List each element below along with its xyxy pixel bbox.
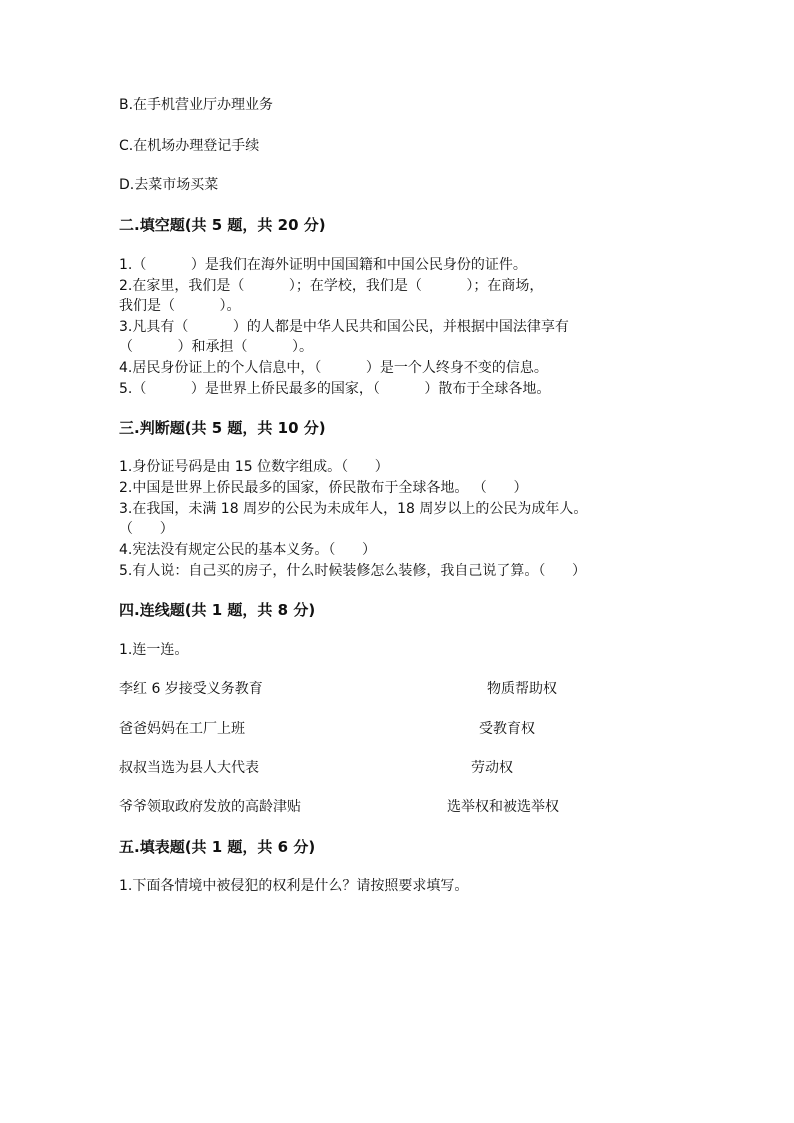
fill-blank-heading: 二.填空题(共 5 题，共 20 分) (119, 216, 326, 234)
matching-left-item: 爷爷领取政府发放的高龄津贴 (119, 799, 301, 815)
matching-left-item: 叔叔当选为县人大代表 (119, 760, 259, 776)
matching-left-item: 李红 6 岁接受义务教育 (119, 681, 263, 697)
matching-left-item: 爸爸妈妈在工厂上班 (119, 721, 245, 737)
option-c: C.在机场办理登记手续 (119, 138, 260, 154)
fill-blank-line: （ ）和承担（ ）。 (119, 339, 314, 355)
matching-prompt: 1.连一连。 (119, 642, 189, 658)
judge-line: 1.身份证号码是由 15 位数字组成。（ ） (119, 459, 389, 475)
judge-line: （ ） (119, 521, 174, 537)
table-fill-question: 1.下面各情境中被侵犯的权利是什么？请按照要求填写。 (119, 878, 469, 894)
judge-heading: 三.判断题(共 5 题，共 10 分) (119, 419, 326, 437)
fill-blank-line: 1.（ ）是我们在海外证明中国国籍和中国公民身份的证件。 (119, 257, 527, 273)
fill-blank-line: 我们是（ ）。 (119, 298, 241, 314)
matching-right-item: 物质帮助权 (487, 681, 557, 697)
fill-blank-line: 2.在家里，我们是（ ）；在学校，我们是（ ）；在商场， (119, 278, 544, 294)
fill-blank-line: 3.凡具有（ ）的人都是中华人民共和国公民，并根据中国法律享有 (119, 319, 569, 335)
judge-line: 3.在我国，未满 18 周岁的公民为未成年人，18 周岁以上的公民为成年人。 (119, 501, 588, 517)
table-fill-heading: 五.填表题(共 1 题，共 6 分) (119, 838, 316, 856)
matching-heading: 四.连线题(共 1 题，共 8 分) (119, 601, 316, 619)
judge-line: 2.中国是世界上侨民最多的国家，侨民散布于全球各地。 （ ） (119, 480, 528, 496)
option-b: B.在手机营业厅办理业务 (119, 97, 274, 113)
option-d: D.去菜市场买菜 (119, 177, 219, 193)
matching-right-item: 受教育权 (479, 721, 535, 737)
matching-right-item: 选举权和被选举权 (447, 799, 559, 815)
fill-blank-line: 4.居民身份证上的个人信息中，（ ）是一个人终身不变的信息。 (119, 360, 548, 376)
matching-right-item: 劳动权 (471, 760, 513, 776)
fill-blank-line: 5.（ ）是世界上侨民最多的国家，（ ）散布于全球各地。 (119, 381, 551, 397)
judge-line: 5.有人说：自己买的房子，什么时候装修怎么装修，我自己说了算。（ ） (119, 563, 587, 579)
judge-line: 4.宪法没有规定公民的基本义务。（ ） (119, 542, 377, 558)
